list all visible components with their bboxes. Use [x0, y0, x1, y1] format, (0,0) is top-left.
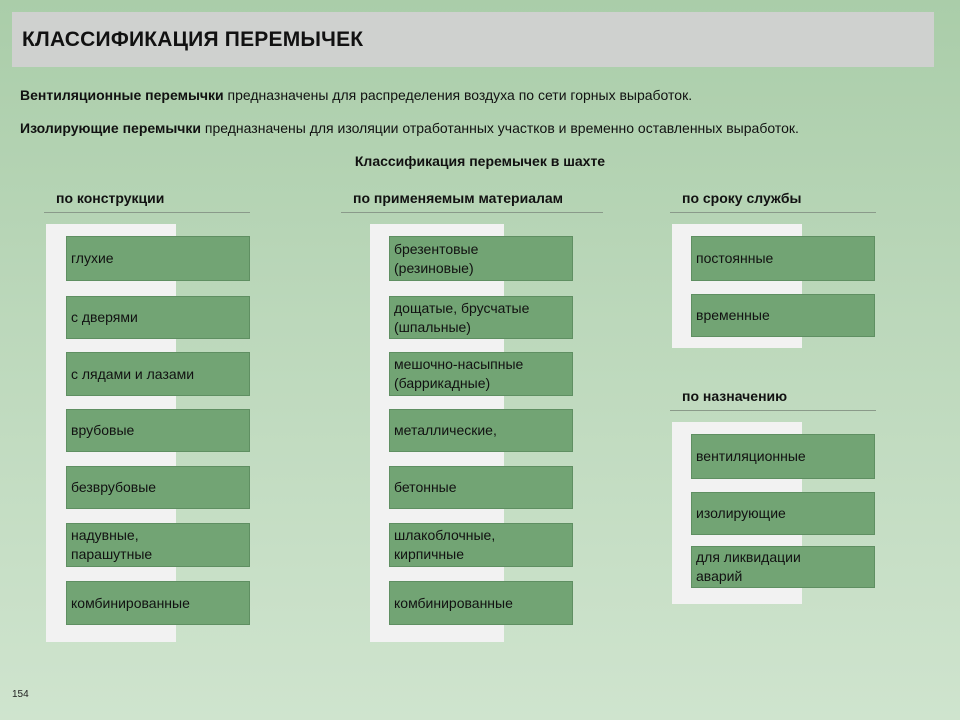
heading-purpose: по назначению — [670, 387, 876, 411]
item-purpose-1: вентиляционные — [691, 434, 875, 479]
item-materials-2: дощатые, брусчатые (шпальные) — [389, 296, 573, 339]
item-materials-6: шлакоблочные, кирпичные — [389, 523, 573, 567]
intro-term: Вентиляционные перемычки — [20, 87, 224, 103]
item-construction-2: с дверями — [66, 296, 250, 339]
item-purpose-2: изолирующие — [691, 492, 875, 535]
page-title: КЛАССИФИКАЦИЯ ПЕРЕМЫЧЕК — [22, 27, 364, 51]
item-construction-6: надувные, парашутные — [66, 523, 250, 567]
intro-text: предназначены для распределения воздуха по сети горных выработок. — [223, 87, 693, 103]
item-materials-5: бетонные — [389, 466, 573, 509]
item-construction-5: безврубовые — [66, 466, 250, 509]
diagram-title: Классификация перемычек в шахте — [354, 153, 606, 169]
item-construction-4: врубовые — [66, 409, 250, 452]
intro-text: предназначены для изоляции отработанных участков и временно оставленных выработок. — [201, 120, 799, 136]
intro-line-ventilation — [20, 87, 692, 103]
item-construction-7: комбинированные — [66, 581, 250, 625]
heading-materials: по применяемым материалам — [341, 189, 603, 213]
item-materials-4: металлические, — [389, 409, 573, 452]
heading-service: по сроку службы — [670, 189, 876, 213]
page-number: 154 — [12, 689, 29, 700]
item-materials-7: комбинированные — [389, 581, 573, 625]
item-service-2: временные — [691, 294, 875, 337]
item-materials-1: брезентовые (резиновые) — [389, 236, 573, 281]
title-bar — [12, 12, 934, 67]
item-construction-1: глухие — [66, 236, 250, 281]
item-service-1: постоянные — [691, 236, 875, 281]
item-purpose-3: для ликвидации аварий — [691, 546, 875, 588]
intro-line-isolating — [20, 120, 799, 136]
item-construction-3: с лядами и лазами — [66, 352, 250, 396]
intro-term: Изолирующие перемычки — [20, 120, 202, 136]
item-materials-3: мешочно-насыпные (баррикадные) — [389, 352, 573, 396]
heading-construction: по конструкции — [44, 189, 250, 213]
